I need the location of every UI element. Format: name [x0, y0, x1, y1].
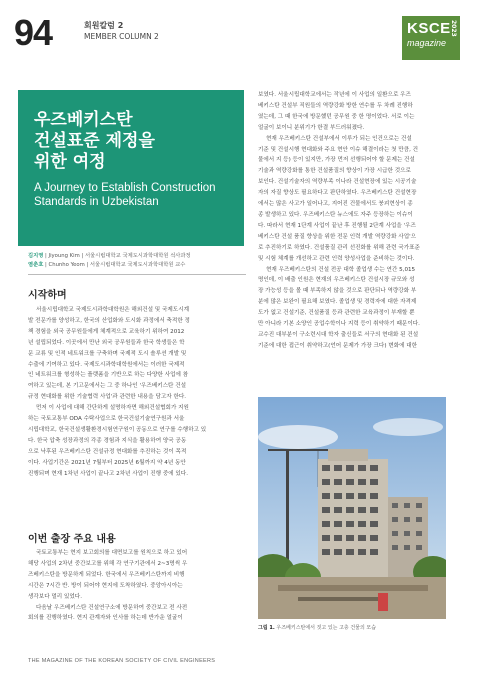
text-line: 도가 없고 건설기준, 건설품질 등과 관련한 교육과정이 부재할 뿐 — [258, 310, 415, 317]
author-affiliation: 서울시립대학교 국제도시과학대학원 교수 — [89, 262, 186, 268]
title-ko-line2: 건설표준 제정을 — [34, 131, 155, 151]
logo-magazine: magazine — [407, 38, 447, 48]
author-name-en: Jiyoung Kim — [48, 253, 80, 259]
text-line: 생각보다 멀리 있었다. — [28, 593, 82, 600]
text-line: 물에서 지 등) 등이 있지만, 가장 먼저 선행되어야 할 문제는 건설 — [258, 157, 415, 164]
text-line: 문 교류 및 인적 네트워크를 구축하며 국제적 도시 솔루션 개발 및 — [28, 350, 187, 357]
text-line: 다. 한국 압축 성장과정의 각종 경험과 지식을 활용하여 양국 공동 — [28, 437, 187, 444]
text-line: 기준 및 건설시행 현대화와 주요 현안 이슈 해결이라는 첫 만큼, 건 — [258, 146, 419, 153]
text-line: 수출에 기여하고 있다. 국제도시과학대학원에서는 이러한 국제적 — [28, 361, 185, 368]
text-line: 기술과 역량강화를 통한 건설품질의 향상이 가장 시급한 것으로 — [258, 168, 411, 175]
author-name-en: Chunho Yeom — [48, 262, 85, 268]
text-line: 현재 우즈베키스탄의 건설 전공 대학 졸업생 수는 연간 5,015 — [266, 266, 416, 273]
title-ko-line3: 위한 여정 — [34, 152, 106, 172]
text-line: 책 경험을 외국 공무원들에게 체계적으로 교육하기 위하여 2012 — [28, 328, 185, 335]
title-banner — [18, 90, 244, 246]
text-line: 교수진 대부분이 구소련시대 학자 출신들로 서구의 현대화 된 건설 — [258, 331, 419, 338]
text-line: 다. 따라서 현재 1단계 사업이 끝난 후 진행될 2단계 사업을 '우즈 — [258, 222, 416, 229]
building-photo — [258, 397, 446, 619]
text-line: 장 가능성 등을 볼 때 부족하지 않을 것으로 판단되나 역량강화 부 — [258, 288, 417, 295]
author-name: 김지영 — [28, 253, 44, 259]
trip-text — [28, 548, 246, 628]
logo-ksce: KSCE — [407, 20, 451, 37]
section-heading-intro: 시작하며 — [28, 290, 67, 301]
text-line: 해당 사업의 2차년 중간보고를 위해 각 연구기관에서 2~3명씩 우 — [28, 560, 188, 567]
text-line: 으로 낙후된 우즈베키스탄 건설규정 현대화를 추진하는 것이 목적 — [28, 448, 187, 455]
page-number: 94 — [14, 12, 53, 53]
author-affiliation: 서울시립대학교 국제도시과학대학원 석사과정 — [84, 253, 191, 259]
text-line: 였는데, 그 때 한국에 방문했던 공무원 중 한 명이었다. 서로 이는 — [258, 113, 415, 120]
logo-year: 2023 — [450, 20, 457, 37]
text-line: 발 전문가를 양성하고, 한국의 산업화와 도시화 과정에서 축적한 정 — [28, 317, 190, 324]
author-row: 염춘호 | Chunho Yeom | 서울시립대학교 국제도시과학대학원 교수 — [28, 262, 186, 268]
ksce-magazine-logo — [402, 16, 460, 60]
column-label-en: MEMBER COLUMN 2 — [84, 32, 159, 41]
title-ko-line1: 우즈베키스탄 — [34, 110, 133, 130]
text-line: 베키스탄 건설부 직원들의 역량강화 방한 연수를 두 차례 진행하 — [258, 102, 413, 109]
caption-label: 그림 1. — [258, 625, 275, 631]
intro-text — [28, 305, 246, 485]
text-line: 보인다. 건설기술자의 역량부족 이나라 건설현장에 있는 시공기술 — [258, 179, 417, 186]
text-line: 만 아니라 기본 소양인 공업수학이나 지력 등이 취약하기 때문이다. — [258, 321, 420, 328]
text-line: 서울시립대학교 국제도시과학대학원은 해외건설 및 국제도시계 — [36, 307, 190, 313]
text-line: 여하고 있는데, 본 기고문에서는 그 중 하나인 '우즈베키스탄 건설 — [28, 383, 187, 390]
text-line: 이다. 사업기간은 2021년 7월부터 2025년 6월까지 약 4년 동안 — [28, 459, 186, 466]
author-name: 염춘호 — [28, 262, 44, 268]
construction-site-image — [258, 397, 446, 619]
figure-caption — [258, 624, 376, 631]
text-line: 시간은 7시간 반. 방이 되어야 현지에 도착하였다. 중앙아시아는 — [28, 582, 183, 589]
text-line: 먼저 이 사업에 대해 간단하게 설명하자면 해외건설협회가 지원 — [36, 405, 189, 412]
column-label-ko: 회원칼럼 2 — [84, 21, 124, 30]
text-line: 보였다. 서울시립대학교에서는 작년에 이 사업의 일환으로 우즈 — [258, 92, 411, 98]
text-line: 및 시험 체계를 개선하고 관련 인력 양성사업을 준비하는 것이다. — [258, 255, 415, 262]
title-en-line2: Standards in Uzbekistan — [34, 196, 159, 208]
caption-text: 우즈베키스탄에서 짓고 있는 고층 건물의 모습 — [276, 625, 377, 631]
section-heading-trip: 이번 출장 주요 내용 — [28, 534, 116, 545]
text-line: 다음날 우즈베키스탄 건설연구소에 방문하여 중간보고 전 사전 — [36, 604, 188, 611]
page-footer: THE MAGAZINE OF THE KOREAN SOCIETY OF CIVIL ENGINEERS — [28, 658, 216, 664]
text-line: 에서는 많은 사고가 일어나고, 지어진 건물에서도 붕괴현상이 종 — [258, 201, 413, 208]
text-line: 자의 자질 향상도 필요하다고 판단하였다. 우즈베키스탄 건설현장 — [258, 190, 417, 197]
page-header — [14, 12, 466, 56]
text-line: 분에 많은 보완이 필요해 보였다. 졸업생 및 경력자에 대한 자격제 — [258, 299, 417, 306]
text-line: 현재 우즈베키스탄 건설부에서 이루가 되는 인건으로는 건설 — [266, 135, 412, 142]
text-line: 회의를 진행하였다. 현지 관계자와 인사를 하는데 반가운 얼굴이 — [28, 615, 183, 622]
text-line: 기준에 대한 접근이 취약하고(언어 문제가 가장 크다) 변화에 대한 — [258, 342, 418, 349]
text-line: 시립대학교, 한국건설생활환경시험연구원이 공동으로 연구를 수행하고 있 — [28, 426, 207, 433]
text-line: 하는 국토교통부 ODA 수탁사업으로 한국건설기술연구원과 서울 — [28, 416, 185, 423]
title-en-line1: A Journey to Establish Construction — [34, 182, 216, 194]
author-divider — [28, 274, 246, 275]
text-line: 국토교통부는 현지 보고회의를 대면보고를 원칙으로 하고 있어 — [36, 550, 188, 556]
text-line: 명인데, 이 배출 인원은 현재의 우즈베키스탄 건설시장 규모와 성 — [258, 277, 415, 284]
text-line: 종 발생하고 있다. 우즈베키스탄 뉴스에도 자주 등장하는 이슈이 — [258, 211, 413, 218]
text-line: 년 설립되었다. 이곳에서 만난 외국 공무원들과 한국 학생들은 학 — [28, 339, 185, 346]
text-line: 인 네트워크를 형성하는 플랫폼을 기반으로 하는 다양한 사업에 참 — [28, 372, 189, 379]
column-label — [84, 20, 159, 42]
author-row: 김지영 | Jiyoung Kim | 서울시립대학교 국제도시과학대학원 석사과정 — [28, 253, 191, 259]
author-block — [28, 252, 246, 275]
text-line: 로 추진하기로 하였다. 건설품질 관리 선진화를 위해 관련 국가표준 — [258, 244, 420, 251]
text-line: 베키스탄 건설 품질 향상을 위한 전문 인력 개발 역량강화 사업'으 — [258, 233, 417, 240]
text-line: 즈베키스탄을 방문하게 되었다. 한국에서 우즈베키스탄까지 비행 — [28, 571, 185, 578]
text-line: 얼굴이 보이니 분위기가 한결 부드러워졌다. — [258, 124, 365, 131]
text-line: 진행되며 현재 1차년 사업이 끝나고 2차년 사업이 진행 중에 있다. — [28, 470, 188, 477]
text-line: 규정 현대화를 위한 기술협력 사업'과 관련한 내용을 담고자 한다. — [28, 394, 187, 401]
right-column-text — [258, 90, 448, 390]
